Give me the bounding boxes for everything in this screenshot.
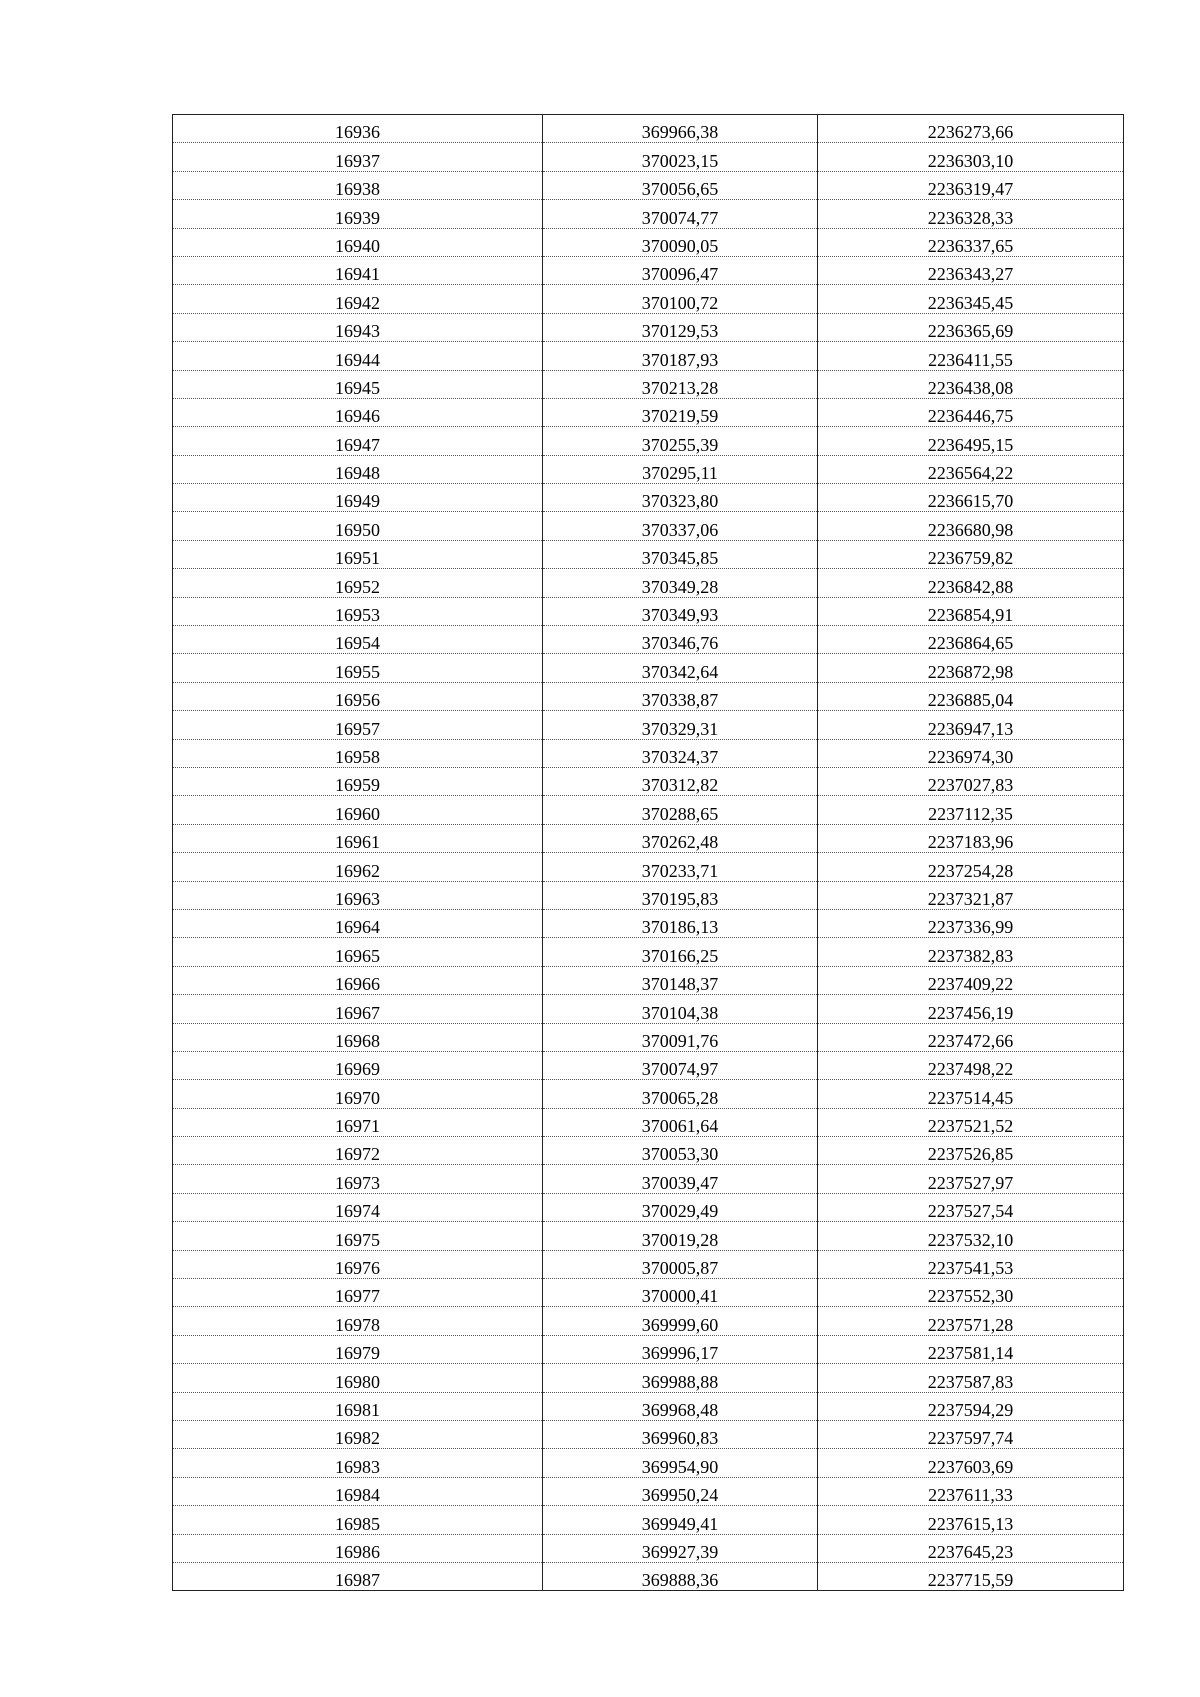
y-coordinate-cell: 2236365,69 xyxy=(818,313,1124,341)
x-coordinate-cell: 369949,41 xyxy=(543,1506,818,1534)
y-coordinate-cell: 2237027,83 xyxy=(818,767,1124,795)
y-coordinate-cell: 2237611,33 xyxy=(818,1477,1124,1505)
table-row xyxy=(173,711,1124,739)
table-row xyxy=(173,938,1124,966)
y-coordinate-cell: 2237527,54 xyxy=(818,1193,1124,1221)
y-coordinate-cell: 2236759,82 xyxy=(818,540,1124,568)
y-coordinate-cell: 2237521,52 xyxy=(818,1108,1124,1136)
x-coordinate-cell: 370061,64 xyxy=(543,1108,818,1136)
point-number-cell: 16959 xyxy=(173,767,543,795)
point-number-cell: 16943 xyxy=(173,313,543,341)
point-number-cell: 16968 xyxy=(173,1023,543,1051)
table-row xyxy=(173,1364,1124,1392)
x-coordinate-cell: 370065,28 xyxy=(543,1080,818,1108)
point-number-cell: 16978 xyxy=(173,1307,543,1335)
y-coordinate-cell: 2237645,23 xyxy=(818,1534,1124,1562)
table-row xyxy=(173,342,1124,370)
table-row xyxy=(173,626,1124,654)
table-row xyxy=(173,370,1124,398)
point-number-cell: 16963 xyxy=(173,881,543,909)
y-coordinate-cell: 2237532,10 xyxy=(818,1222,1124,1250)
y-coordinate-cell: 2237581,14 xyxy=(818,1335,1124,1363)
table-row xyxy=(173,256,1124,284)
point-number-cell: 16982 xyxy=(173,1420,543,1448)
table-row xyxy=(173,1193,1124,1221)
point-number-cell: 16964 xyxy=(173,909,543,937)
point-number-cell: 16985 xyxy=(173,1506,543,1534)
point-number-cell: 16961 xyxy=(173,824,543,852)
table-row xyxy=(173,995,1124,1023)
x-coordinate-cell: 370329,31 xyxy=(543,711,818,739)
table-row xyxy=(173,1506,1124,1534)
x-coordinate-cell: 370053,30 xyxy=(543,1137,818,1165)
y-coordinate-cell: 2236680,98 xyxy=(818,512,1124,540)
x-coordinate-cell: 370090,05 xyxy=(543,228,818,256)
table-row xyxy=(173,796,1124,824)
table-row xyxy=(173,739,1124,767)
x-coordinate-cell: 370262,48 xyxy=(543,824,818,852)
y-coordinate-cell: 2236495,15 xyxy=(818,427,1124,455)
y-coordinate-cell: 2237715,59 xyxy=(818,1562,1124,1590)
point-number-cell: 16981 xyxy=(173,1392,543,1420)
x-coordinate-cell: 370091,76 xyxy=(543,1023,818,1051)
y-coordinate-cell: 2236446,75 xyxy=(818,398,1124,426)
y-coordinate-cell: 2237112,35 xyxy=(818,796,1124,824)
y-coordinate-cell: 2237541,53 xyxy=(818,1250,1124,1278)
y-coordinate-cell: 2237409,22 xyxy=(818,966,1124,994)
point-number-cell: 16971 xyxy=(173,1108,543,1136)
y-coordinate-cell: 2237183,96 xyxy=(818,824,1124,852)
point-number-cell: 16965 xyxy=(173,938,543,966)
x-coordinate-cell: 369988,88 xyxy=(543,1364,818,1392)
x-coordinate-cell: 370104,38 xyxy=(543,995,818,1023)
x-coordinate-cell: 369966,38 xyxy=(543,115,818,143)
y-coordinate-cell: 2236343,27 xyxy=(818,256,1124,284)
y-coordinate-cell: 2236947,13 xyxy=(818,711,1124,739)
y-coordinate-cell: 2236303,10 xyxy=(818,143,1124,171)
table-row xyxy=(173,1562,1124,1590)
x-coordinate-cell: 369954,90 xyxy=(543,1449,818,1477)
table-row xyxy=(173,1420,1124,1448)
y-coordinate-cell: 2236411,55 xyxy=(818,342,1124,370)
table-row xyxy=(173,143,1124,171)
table-row xyxy=(173,654,1124,682)
y-coordinate-cell: 2236337,65 xyxy=(818,228,1124,256)
x-coordinate-cell: 369999,60 xyxy=(543,1307,818,1335)
x-coordinate-cell: 369968,48 xyxy=(543,1392,818,1420)
point-number-cell: 16949 xyxy=(173,484,543,512)
point-number-cell: 16937 xyxy=(173,143,543,171)
x-coordinate-cell: 370056,65 xyxy=(543,171,818,199)
x-coordinate-cell: 370100,72 xyxy=(543,285,818,313)
y-coordinate-cell: 2237527,97 xyxy=(818,1165,1124,1193)
y-coordinate-cell: 2237603,69 xyxy=(818,1449,1124,1477)
x-coordinate-cell: 370255,39 xyxy=(543,427,818,455)
table-row xyxy=(173,1534,1124,1562)
x-coordinate-cell: 370295,11 xyxy=(543,455,818,483)
x-coordinate-cell: 370019,28 xyxy=(543,1222,818,1250)
coordinates-table xyxy=(172,114,1124,1591)
x-coordinate-cell: 370129,53 xyxy=(543,313,818,341)
point-number-cell: 16967 xyxy=(173,995,543,1023)
x-coordinate-cell: 370039,47 xyxy=(543,1165,818,1193)
x-coordinate-cell: 369888,36 xyxy=(543,1562,818,1590)
x-coordinate-cell: 370349,28 xyxy=(543,569,818,597)
point-number-cell: 16970 xyxy=(173,1080,543,1108)
x-coordinate-cell: 370337,06 xyxy=(543,512,818,540)
y-coordinate-cell: 2236974,30 xyxy=(818,739,1124,767)
point-number-cell: 16969 xyxy=(173,1051,543,1079)
point-number-cell: 16973 xyxy=(173,1165,543,1193)
y-coordinate-cell: 2237514,45 xyxy=(818,1080,1124,1108)
point-number-cell: 16957 xyxy=(173,711,543,739)
y-coordinate-cell: 2236842,88 xyxy=(818,569,1124,597)
point-number-cell: 16939 xyxy=(173,200,543,228)
table-row xyxy=(173,597,1124,625)
x-coordinate-cell: 370074,77 xyxy=(543,200,818,228)
y-coordinate-cell: 2237571,28 xyxy=(818,1307,1124,1335)
point-number-cell: 16955 xyxy=(173,654,543,682)
point-number-cell: 16962 xyxy=(173,853,543,881)
x-coordinate-cell: 370166,25 xyxy=(543,938,818,966)
table-row xyxy=(173,1250,1124,1278)
table-row xyxy=(173,1307,1124,1335)
table-row xyxy=(173,171,1124,199)
table-row xyxy=(173,115,1124,143)
point-number-cell: 16975 xyxy=(173,1222,543,1250)
point-number-cell: 16986 xyxy=(173,1534,543,1562)
y-coordinate-cell: 2237336,99 xyxy=(818,909,1124,937)
table-row xyxy=(173,1477,1124,1505)
y-coordinate-cell: 2237615,13 xyxy=(818,1506,1124,1534)
y-coordinate-cell: 2237587,83 xyxy=(818,1364,1124,1392)
point-number-cell: 16974 xyxy=(173,1193,543,1221)
x-coordinate-cell: 370324,37 xyxy=(543,739,818,767)
y-coordinate-cell: 2236615,70 xyxy=(818,484,1124,512)
point-number-cell: 16983 xyxy=(173,1449,543,1477)
x-coordinate-cell: 370187,93 xyxy=(543,342,818,370)
table-row xyxy=(173,1449,1124,1477)
x-coordinate-cell: 370346,76 xyxy=(543,626,818,654)
x-coordinate-cell: 370023,15 xyxy=(543,143,818,171)
table-row xyxy=(173,285,1124,313)
point-number-cell: 16936 xyxy=(173,115,543,143)
point-number-cell: 16941 xyxy=(173,256,543,284)
x-coordinate-cell: 370186,13 xyxy=(543,909,818,937)
point-number-cell: 16956 xyxy=(173,682,543,710)
y-coordinate-cell: 2237594,29 xyxy=(818,1392,1124,1420)
point-number-cell: 16954 xyxy=(173,626,543,654)
table-row xyxy=(173,1222,1124,1250)
x-coordinate-cell: 370323,80 xyxy=(543,484,818,512)
y-coordinate-cell: 2237254,28 xyxy=(818,853,1124,881)
y-coordinate-cell: 2236864,65 xyxy=(818,626,1124,654)
table-row xyxy=(173,313,1124,341)
table-row xyxy=(173,540,1124,568)
x-coordinate-cell: 370338,87 xyxy=(543,682,818,710)
point-number-cell: 16987 xyxy=(173,1562,543,1590)
table-row xyxy=(173,1080,1124,1108)
x-coordinate-cell: 370005,87 xyxy=(543,1250,818,1278)
point-number-cell: 16960 xyxy=(173,796,543,824)
point-number-cell: 16938 xyxy=(173,171,543,199)
y-coordinate-cell: 2236328,33 xyxy=(818,200,1124,228)
x-coordinate-cell: 369950,24 xyxy=(543,1477,818,1505)
x-coordinate-cell: 370233,71 xyxy=(543,853,818,881)
point-number-cell: 16958 xyxy=(173,739,543,767)
x-coordinate-cell: 369927,39 xyxy=(543,1534,818,1562)
y-coordinate-cell: 2236854,91 xyxy=(818,597,1124,625)
table-row xyxy=(173,1165,1124,1193)
x-coordinate-cell: 370288,65 xyxy=(543,796,818,824)
point-number-cell: 16945 xyxy=(173,370,543,398)
x-coordinate-cell: 370000,41 xyxy=(543,1279,818,1307)
point-number-cell: 16966 xyxy=(173,966,543,994)
table-row xyxy=(173,484,1124,512)
y-coordinate-cell: 2237382,83 xyxy=(818,938,1124,966)
y-coordinate-cell: 2237472,66 xyxy=(818,1023,1124,1051)
point-number-cell: 16952 xyxy=(173,569,543,597)
table-row xyxy=(173,853,1124,881)
coordinates-table-body xyxy=(173,115,1124,1591)
point-number-cell: 16977 xyxy=(173,1279,543,1307)
table-row xyxy=(173,1108,1124,1136)
x-coordinate-cell: 369960,83 xyxy=(543,1420,818,1448)
x-coordinate-cell: 370312,82 xyxy=(543,767,818,795)
table-row xyxy=(173,909,1124,937)
table-row xyxy=(173,682,1124,710)
x-coordinate-cell: 370219,59 xyxy=(543,398,818,426)
table-row xyxy=(173,1392,1124,1420)
y-coordinate-cell: 2237321,87 xyxy=(818,881,1124,909)
x-coordinate-cell: 370345,85 xyxy=(543,540,818,568)
y-coordinate-cell: 2236438,08 xyxy=(818,370,1124,398)
table-row xyxy=(173,398,1124,426)
x-coordinate-cell: 370195,83 xyxy=(543,881,818,909)
table-row xyxy=(173,512,1124,540)
y-coordinate-cell: 2236319,47 xyxy=(818,171,1124,199)
point-number-cell: 16950 xyxy=(173,512,543,540)
y-coordinate-cell: 2237526,85 xyxy=(818,1137,1124,1165)
y-coordinate-cell: 2237456,19 xyxy=(818,995,1124,1023)
table-row xyxy=(173,200,1124,228)
point-number-cell: 16980 xyxy=(173,1364,543,1392)
y-coordinate-cell: 2236885,04 xyxy=(818,682,1124,710)
table-row xyxy=(173,966,1124,994)
table-row xyxy=(173,881,1124,909)
x-coordinate-cell: 370342,64 xyxy=(543,654,818,682)
x-coordinate-cell: 370213,28 xyxy=(543,370,818,398)
point-number-cell: 16942 xyxy=(173,285,543,313)
y-coordinate-cell: 2237552,30 xyxy=(818,1279,1124,1307)
y-coordinate-cell: 2237498,22 xyxy=(818,1051,1124,1079)
table-row xyxy=(173,1335,1124,1363)
table-row xyxy=(173,455,1124,483)
table-row xyxy=(173,1137,1124,1165)
y-coordinate-cell: 2236564,22 xyxy=(818,455,1124,483)
table-row xyxy=(173,228,1124,256)
point-number-cell: 16953 xyxy=(173,597,543,625)
table-row xyxy=(173,1279,1124,1307)
point-number-cell: 16946 xyxy=(173,398,543,426)
x-coordinate-cell: 370148,37 xyxy=(543,966,818,994)
point-number-cell: 16947 xyxy=(173,427,543,455)
table-row xyxy=(173,767,1124,795)
y-coordinate-cell: 2236345,45 xyxy=(818,285,1124,313)
table-row xyxy=(173,1023,1124,1051)
point-number-cell: 16972 xyxy=(173,1137,543,1165)
point-number-cell: 16948 xyxy=(173,455,543,483)
table-row xyxy=(173,1051,1124,1079)
x-coordinate-cell: 370029,49 xyxy=(543,1193,818,1221)
x-coordinate-cell: 370096,47 xyxy=(543,256,818,284)
point-number-cell: 16984 xyxy=(173,1477,543,1505)
point-number-cell: 16944 xyxy=(173,342,543,370)
x-coordinate-cell: 370349,93 xyxy=(543,597,818,625)
y-coordinate-cell: 2237597,74 xyxy=(818,1420,1124,1448)
table-row xyxy=(173,427,1124,455)
y-coordinate-cell: 2236273,66 xyxy=(818,115,1124,143)
point-number-cell: 16951 xyxy=(173,540,543,568)
point-number-cell: 16940 xyxy=(173,228,543,256)
x-coordinate-cell: 370074,97 xyxy=(543,1051,818,1079)
y-coordinate-cell: 2236872,98 xyxy=(818,654,1124,682)
table-row xyxy=(173,824,1124,852)
x-coordinate-cell: 369996,17 xyxy=(543,1335,818,1363)
point-number-cell: 16976 xyxy=(173,1250,543,1278)
table-row xyxy=(173,569,1124,597)
point-number-cell: 16979 xyxy=(173,1335,543,1363)
